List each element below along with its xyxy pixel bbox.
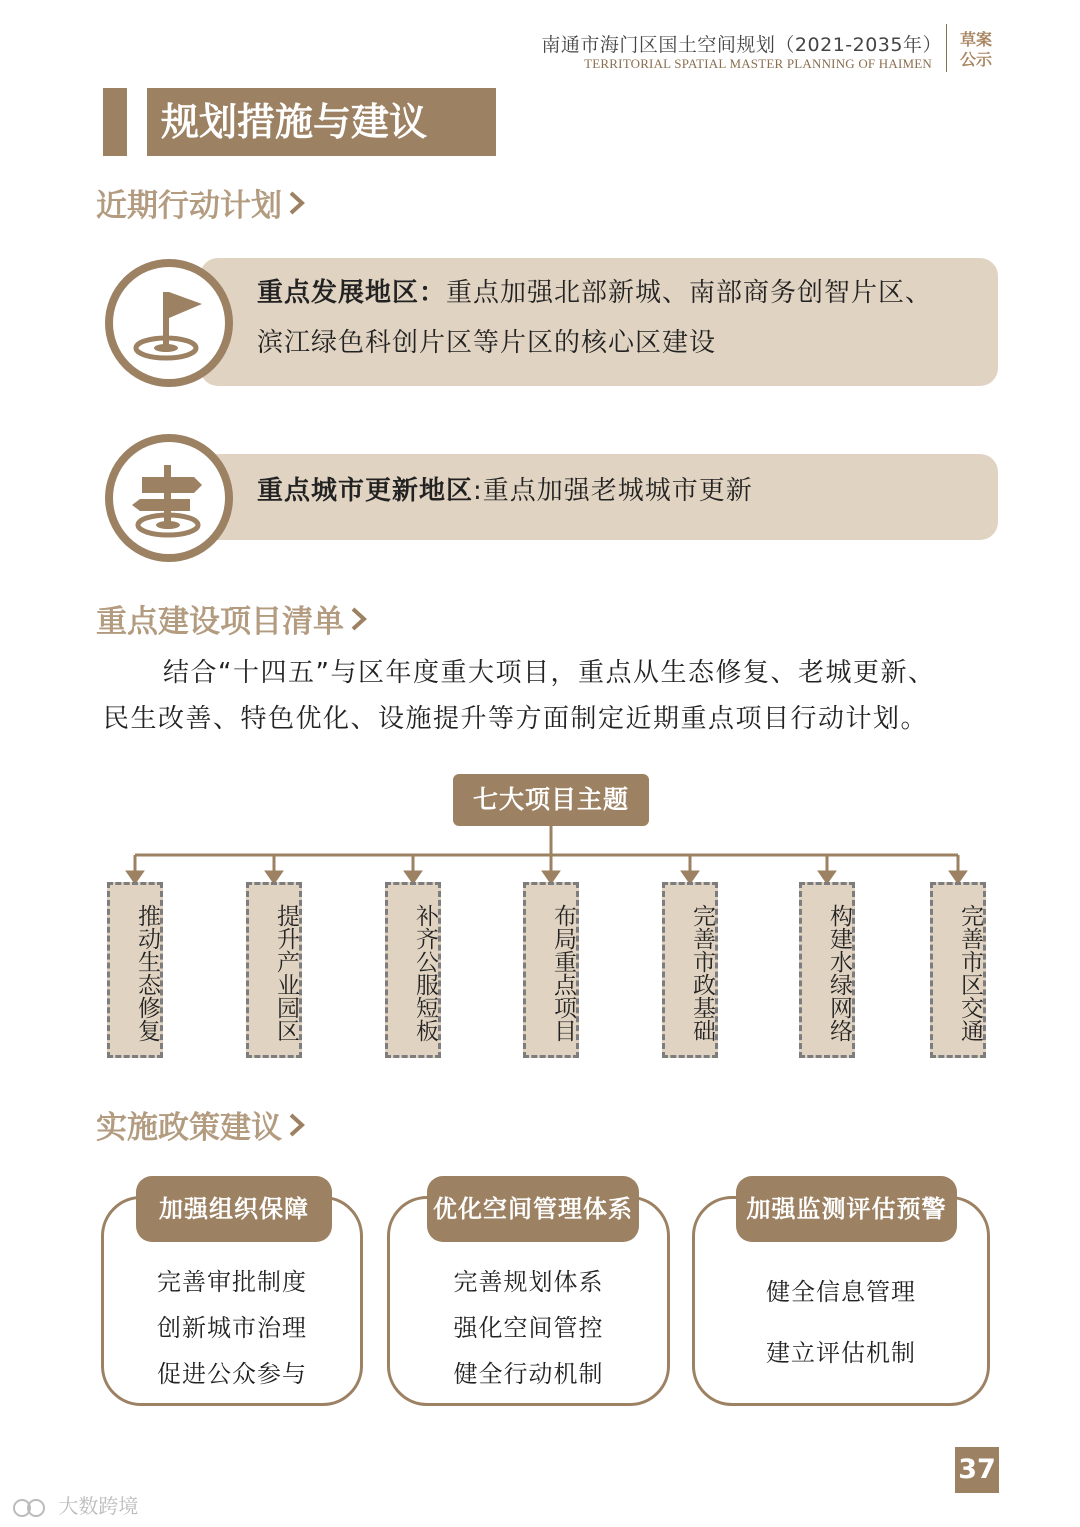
draft-tag-line2: 公示 — [960, 50, 993, 69]
key-area-desc-line2: 滨江绿色科创片区等片区的核心区建设 — [257, 328, 717, 358]
policy-item: 促进公众参与 — [157, 1360, 307, 1388]
theme-text: 提升产业园区 — [273, 904, 299, 1042]
key-area-label: 重点发展地区： — [257, 278, 447, 308]
paragraph-line2: 民生改善、特色优化、设施提升等方面制定近期重点项目行动计划。 — [103, 704, 929, 734]
key-area-desc: :重点加强老城城市更新 — [473, 476, 753, 506]
document-title-en: TERRITORIAL SPATIAL MASTER PLANNING OF HAIMEN — [584, 56, 932, 71]
key-area-desc: 重点加强北部新城、南部商务创智片区、 — [446, 278, 933, 308]
theme-text: 布局重点项目 — [550, 904, 576, 1042]
watermark-logo-icon — [12, 1497, 52, 1519]
policy-item: 建立评估机制 — [766, 1339, 916, 1367]
policy-item: 强化空间管控 — [453, 1314, 604, 1342]
policy-item: 健全信息管理 — [766, 1278, 916, 1306]
tree-root: 七大项目主题 — [453, 774, 649, 826]
policy-item: 完善审批制度 — [157, 1268, 307, 1296]
document-title: 南通市海门区国土空间规划（2021-2035年） — [541, 34, 942, 56]
theme-box — [523, 882, 579, 1058]
theme-text: 完善市区交通 — [957, 904, 983, 1042]
key-area-label: 重点城市更新地区 — [257, 476, 474, 506]
policy-card-title: 优化空间管理体系 — [427, 1176, 639, 1242]
watermark — [12, 1490, 138, 1519]
theme-box — [662, 882, 718, 1058]
theme-box — [930, 882, 986, 1058]
theme-text: 推动生态修复 — [134, 904, 160, 1042]
policy-item: 创新城市治理 — [157, 1314, 307, 1342]
policy-card-title: 加强监测评估预警 — [736, 1176, 957, 1242]
section-heading-text: 实施政策建议 — [96, 1110, 282, 1146]
section-heading-text: 近期行动计划 — [96, 188, 282, 224]
policy-item: 健全行动机制 — [453, 1360, 604, 1388]
policy-card-title: 加强组织保障 — [136, 1176, 332, 1242]
page-number: 37 — [955, 1447, 999, 1493]
watermark-text: 大数跨境 — [58, 1494, 139, 1518]
theme-box — [799, 882, 855, 1058]
theme-box — [385, 882, 441, 1058]
policy-item: 完善规划体系 — [453, 1268, 604, 1296]
section-heading-text: 重点建设项目清单 — [96, 604, 344, 640]
theme-box — [107, 882, 163, 1058]
theme-box — [246, 882, 302, 1058]
paragraph-line1: 结合“十四五”与区年度重大项目，重点从生态修复、老城更新、 — [163, 658, 936, 688]
draft-tag-line1: 草案 — [960, 30, 993, 49]
theme-text: 补齐公服短板 — [412, 904, 438, 1042]
chevron-right-icon — [288, 1112, 306, 1138]
page-title: 规划措施与建议 — [147, 88, 496, 156]
theme-text: 构建水绿网络 — [826, 904, 852, 1042]
section-heading-policy — [96, 1102, 306, 1147]
theme-text: 完善市政基础 — [689, 904, 715, 1042]
